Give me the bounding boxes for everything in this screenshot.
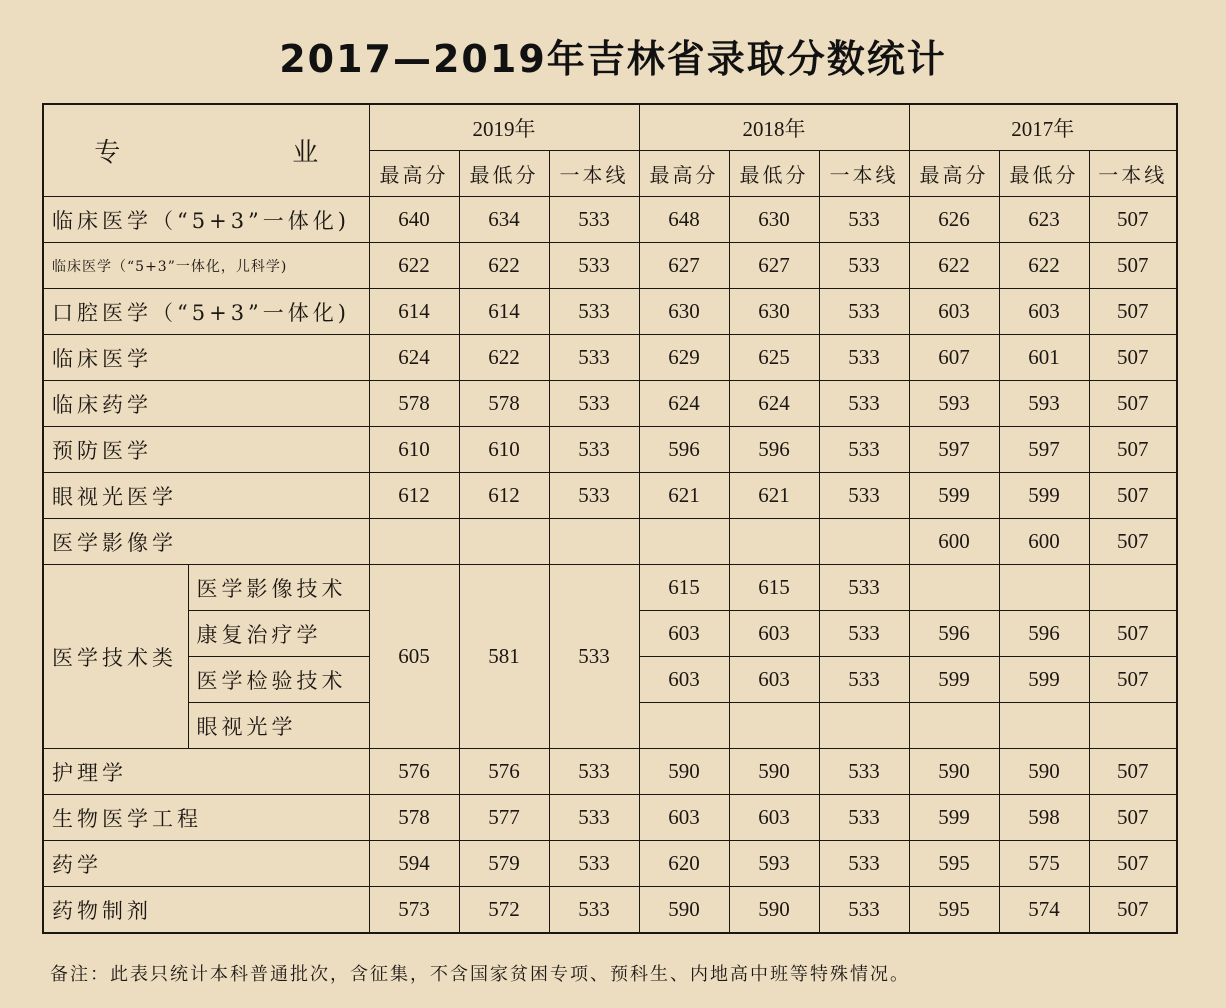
score-cell: 614 [369, 289, 459, 335]
score-cell: 612 [459, 473, 549, 519]
score-cell [1089, 703, 1177, 749]
score-cell: 595 [909, 841, 999, 887]
score-cell: 590 [999, 749, 1089, 795]
score-cell: 590 [639, 749, 729, 795]
major-name: 临床医学 [43, 335, 369, 381]
major-name: 临床药学 [43, 381, 369, 427]
table-row [43, 243, 1177, 289]
score-cell: 596 [999, 611, 1089, 657]
score-cell: 533 [549, 565, 639, 749]
score-cell: 597 [909, 427, 999, 473]
score-cell: 596 [639, 427, 729, 473]
table-row [43, 795, 1177, 841]
score-cell: 603 [639, 795, 729, 841]
score-cell: 507 [1089, 243, 1177, 289]
score-cell: 578 [459, 381, 549, 427]
score-cell: 507 [1089, 611, 1177, 657]
score-cell: 533 [819, 197, 909, 243]
score-cell: 533 [819, 749, 909, 795]
score-cell [639, 519, 729, 565]
score-cell: 615 [729, 565, 819, 611]
score-cell [999, 565, 1089, 611]
score-cell: 533 [549, 427, 639, 473]
score-cell: 533 [819, 289, 909, 335]
score-cell: 620 [639, 841, 729, 887]
sub-header-min: 最低分 [999, 151, 1089, 197]
score-cell [639, 703, 729, 749]
score-cell: 622 [459, 335, 549, 381]
score-cell: 621 [639, 473, 729, 519]
score-cell: 622 [999, 243, 1089, 289]
score-cell: 577 [459, 795, 549, 841]
score-cell: 640 [369, 197, 459, 243]
score-cell: 603 [729, 795, 819, 841]
major-group-name: 医学技术类 [43, 565, 188, 749]
sub-header-min: 最低分 [729, 151, 819, 197]
score-cell: 622 [909, 243, 999, 289]
score-cell: 603 [639, 657, 729, 703]
score-cell: 574 [999, 887, 1089, 934]
score-cell: 593 [999, 381, 1089, 427]
score-cell: 507 [1089, 427, 1177, 473]
score-cell: 594 [369, 841, 459, 887]
header-row-years [43, 104, 1177, 151]
score-cell: 507 [1089, 473, 1177, 519]
score-cell: 607 [909, 335, 999, 381]
score-cell: 626 [909, 197, 999, 243]
table-row [43, 565, 1177, 611]
major-name: 预防医学 [43, 427, 369, 473]
year-header-2019: 2019年 [369, 104, 639, 151]
table-row [43, 841, 1177, 887]
score-cell [999, 703, 1089, 749]
score-cell: 533 [549, 795, 639, 841]
score-cell [729, 519, 819, 565]
score-cell: 533 [819, 841, 909, 887]
major-name: 临床医学（“5+3”一体化) [43, 197, 369, 243]
score-cell: 612 [369, 473, 459, 519]
score-cell: 593 [909, 381, 999, 427]
score-cell: 599 [909, 473, 999, 519]
score-cell [909, 703, 999, 749]
score-cell: 581 [459, 565, 549, 749]
score-cell: 533 [549, 335, 639, 381]
score-cell: 648 [639, 197, 729, 243]
score-cell: 533 [549, 473, 639, 519]
score-cell [819, 703, 909, 749]
score-cell: 593 [729, 841, 819, 887]
score-cell: 572 [459, 887, 549, 934]
score-cell: 600 [909, 519, 999, 565]
score-cell: 579 [459, 841, 549, 887]
score-cell [369, 519, 459, 565]
score-cell: 507 [1089, 841, 1177, 887]
score-cell: 533 [819, 657, 909, 703]
table-row [43, 887, 1177, 934]
score-cell: 533 [549, 243, 639, 289]
score-cell: 576 [369, 749, 459, 795]
score-cell: 627 [639, 243, 729, 289]
score-cell: 629 [639, 335, 729, 381]
score-cell: 507 [1089, 749, 1177, 795]
sub-header-line: 一本线 [819, 151, 909, 197]
score-cell: 622 [459, 243, 549, 289]
year-header-2018: 2018年 [639, 104, 909, 151]
table-row [43, 289, 1177, 335]
score-cell: 610 [369, 427, 459, 473]
score-cell: 630 [639, 289, 729, 335]
score-cell: 533 [819, 473, 909, 519]
score-cell [819, 519, 909, 565]
score-cell: 624 [369, 335, 459, 381]
score-cell: 533 [819, 795, 909, 841]
major-name: 生物医学工程 [43, 795, 369, 841]
score-cell: 533 [819, 611, 909, 657]
score-cell: 599 [909, 657, 999, 703]
table-row [43, 381, 1177, 427]
score-cell: 615 [639, 565, 729, 611]
score-cell: 507 [1089, 519, 1177, 565]
score-cell: 601 [999, 335, 1089, 381]
major-header: 专 业 [43, 104, 369, 197]
score-cell: 578 [369, 381, 459, 427]
score-cell: 598 [999, 795, 1089, 841]
major-sub-name: 眼视光学 [188, 703, 369, 749]
table-row [43, 749, 1177, 795]
score-cell: 630 [729, 289, 819, 335]
score-cell: 610 [459, 427, 549, 473]
score-cell [1089, 565, 1177, 611]
major-name: 护理学 [43, 749, 369, 795]
score-cell: 507 [1089, 289, 1177, 335]
table-row [43, 473, 1177, 519]
score-cell: 596 [909, 611, 999, 657]
score-cell: 596 [729, 427, 819, 473]
sub-header-line: 一本线 [1089, 151, 1177, 197]
score-cell: 578 [369, 795, 459, 841]
sub-header-min: 最低分 [459, 151, 549, 197]
score-cell: 595 [909, 887, 999, 934]
score-cell: 603 [729, 611, 819, 657]
score-cell: 533 [549, 381, 639, 427]
score-cell: 507 [1089, 335, 1177, 381]
score-cell: 590 [639, 887, 729, 934]
table-row [43, 197, 1177, 243]
score-cell: 533 [549, 197, 639, 243]
score-cell: 573 [369, 887, 459, 934]
score-cell: 576 [459, 749, 549, 795]
score-cell: 614 [459, 289, 549, 335]
score-cell: 624 [639, 381, 729, 427]
score-cell: 507 [1089, 197, 1177, 243]
major-sub-name: 医学影像技术 [188, 565, 369, 611]
score-cell [909, 565, 999, 611]
major-name: 药学 [43, 841, 369, 887]
table-row [43, 519, 1177, 565]
table-row [43, 427, 1177, 473]
score-cell: 507 [1089, 657, 1177, 703]
major-sub-name: 医学检验技术 [188, 657, 369, 703]
score-cell: 603 [729, 657, 819, 703]
major-name: 眼视光医学 [43, 473, 369, 519]
sub-header-max: 最高分 [639, 151, 729, 197]
score-cell: 599 [909, 795, 999, 841]
major-name: 口腔医学（“5+3”一体化) [43, 289, 369, 335]
score-cell: 590 [909, 749, 999, 795]
score-cell: 621 [729, 473, 819, 519]
score-cell: 533 [549, 289, 639, 335]
score-cell: 533 [819, 243, 909, 289]
score-cell: 533 [549, 749, 639, 795]
score-table [42, 103, 1178, 934]
score-cell [729, 703, 819, 749]
score-cell: 603 [999, 289, 1089, 335]
score-cell [549, 519, 639, 565]
score-cell: 507 [1089, 795, 1177, 841]
sub-header-max: 最高分 [909, 151, 999, 197]
major-name: 临床医学（“5+3”一体化，儿科学) [43, 243, 369, 289]
score-cell: 603 [639, 611, 729, 657]
score-cell: 597 [999, 427, 1089, 473]
score-cell: 599 [999, 657, 1089, 703]
score-cell: 590 [729, 887, 819, 934]
score-cell: 533 [549, 841, 639, 887]
score-cell: 575 [999, 841, 1089, 887]
score-cell: 600 [999, 519, 1089, 565]
footnote: 备注：此表只统计本科普通批次，含征集，不含国家贫困专项、预科生、内地高中班等特殊情况。 [50, 964, 910, 985]
score-cell: 533 [819, 565, 909, 611]
year-header-2017: 2017年 [909, 104, 1177, 151]
major-sub-name: 康复治疗学 [188, 611, 369, 657]
page-title: 2017—2019年吉林省录取分数统计 [279, 37, 947, 81]
major-name: 医学影像学 [43, 519, 369, 565]
score-cell: 533 [549, 887, 639, 934]
score-cell: 599 [999, 473, 1089, 519]
score-cell: 590 [729, 749, 819, 795]
score-cell: 634 [459, 197, 549, 243]
score-cell: 627 [729, 243, 819, 289]
score-cell: 622 [369, 243, 459, 289]
score-cell: 533 [819, 887, 909, 934]
score-cell: 605 [369, 565, 459, 749]
score-cell: 625 [729, 335, 819, 381]
score-cell: 533 [819, 335, 909, 381]
score-cell: 623 [999, 197, 1089, 243]
sub-header-max: 最高分 [369, 151, 459, 197]
score-cell: 624 [729, 381, 819, 427]
score-cell: 507 [1089, 381, 1177, 427]
score-cell: 533 [819, 381, 909, 427]
table-row [43, 335, 1177, 381]
sub-header-line: 一本线 [549, 151, 639, 197]
major-name: 药物制剂 [43, 887, 369, 934]
score-cell: 533 [819, 427, 909, 473]
score-cell [459, 519, 549, 565]
score-cell: 630 [729, 197, 819, 243]
score-cell: 507 [1089, 887, 1177, 934]
score-cell: 603 [909, 289, 999, 335]
